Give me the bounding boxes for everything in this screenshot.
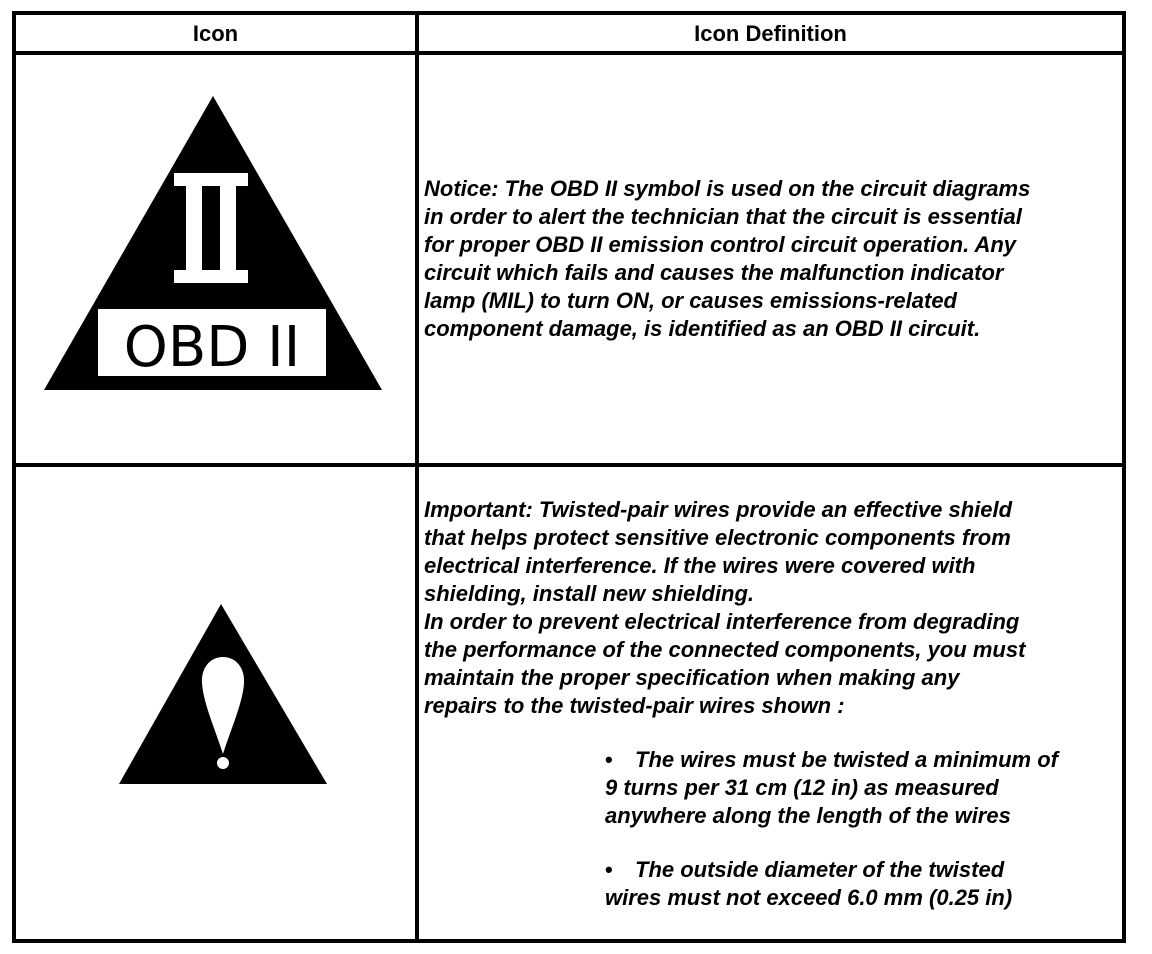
definition-line: Notice: The OBD II symbol is used on the circuit diagrams	[424, 176, 1031, 201]
bullet-dot: •	[605, 747, 613, 772]
definition-line: circuit which fails and causes the malfunction indicator	[424, 260, 1004, 285]
definition-line: maintain the proper specification when making any	[424, 665, 960, 690]
obd-ii-icon-label: OBD II	[123, 315, 301, 380]
definition-line: that helps protect sensitive electronic components from	[424, 525, 1011, 550]
definition-line: Important: Twisted-pair wires provide an effective shield	[424, 497, 1013, 522]
important-warning-icon	[16, 467, 415, 939]
definition-line: In order to prevent electrical interference from degrading	[424, 609, 1020, 634]
header-icon: Icon	[192, 21, 239, 46]
bullet-text: The outside diameter of the twisted	[635, 857, 1005, 882]
header-icon-definition: Icon Definition	[694, 21, 847, 46]
definition-line: shielding, install new shielding.	[424, 581, 755, 606]
bullet-item	[605, 856, 1125, 912]
definition-line: for proper OBD II emission control circuit operation. Any	[424, 232, 1017, 257]
specification-bullet-list	[605, 746, 1125, 938]
bullet-dot: •	[605, 857, 613, 882]
definition-line: component damage, is identified as an OBD II circuit.	[424, 316, 981, 341]
bullet-text: The wires must be twisted a minimum of	[635, 747, 1058, 772]
definition-important	[424, 496, 1120, 720]
bullet-line: 9 turns per 31 cm (12 in) as measured	[605, 775, 999, 800]
icon-definition-table	[12, 11, 1126, 943]
bullet-line	[605, 746, 1125, 774]
bullet-line	[605, 856, 1125, 884]
bullet-line: wires must not exceed 6.0 mm (0.25 in)	[605, 885, 1013, 910]
icon-cell-important	[16, 467, 415, 939]
definition-line: electrical interference. If the wires were covered with	[424, 553, 976, 578]
column-divider	[415, 15, 419, 939]
icon-cell-obd	[16, 55, 415, 463]
bullet-item	[605, 746, 1125, 830]
definition-obd-ii	[424, 175, 1120, 343]
definition-line: repairs to the twisted-pair wires shown :	[424, 693, 845, 718]
definition-line: in order to alert the technician that the circuit is essential	[424, 204, 1022, 229]
obd-ii-icon	[16, 55, 415, 463]
definition-line: lamp (MIL) to turn ON, or causes emissions-related	[424, 288, 957, 313]
definition-line: the performance of the connected components, you must	[424, 637, 1026, 662]
bullet-line: anywhere along the length of the wires	[605, 803, 1011, 828]
